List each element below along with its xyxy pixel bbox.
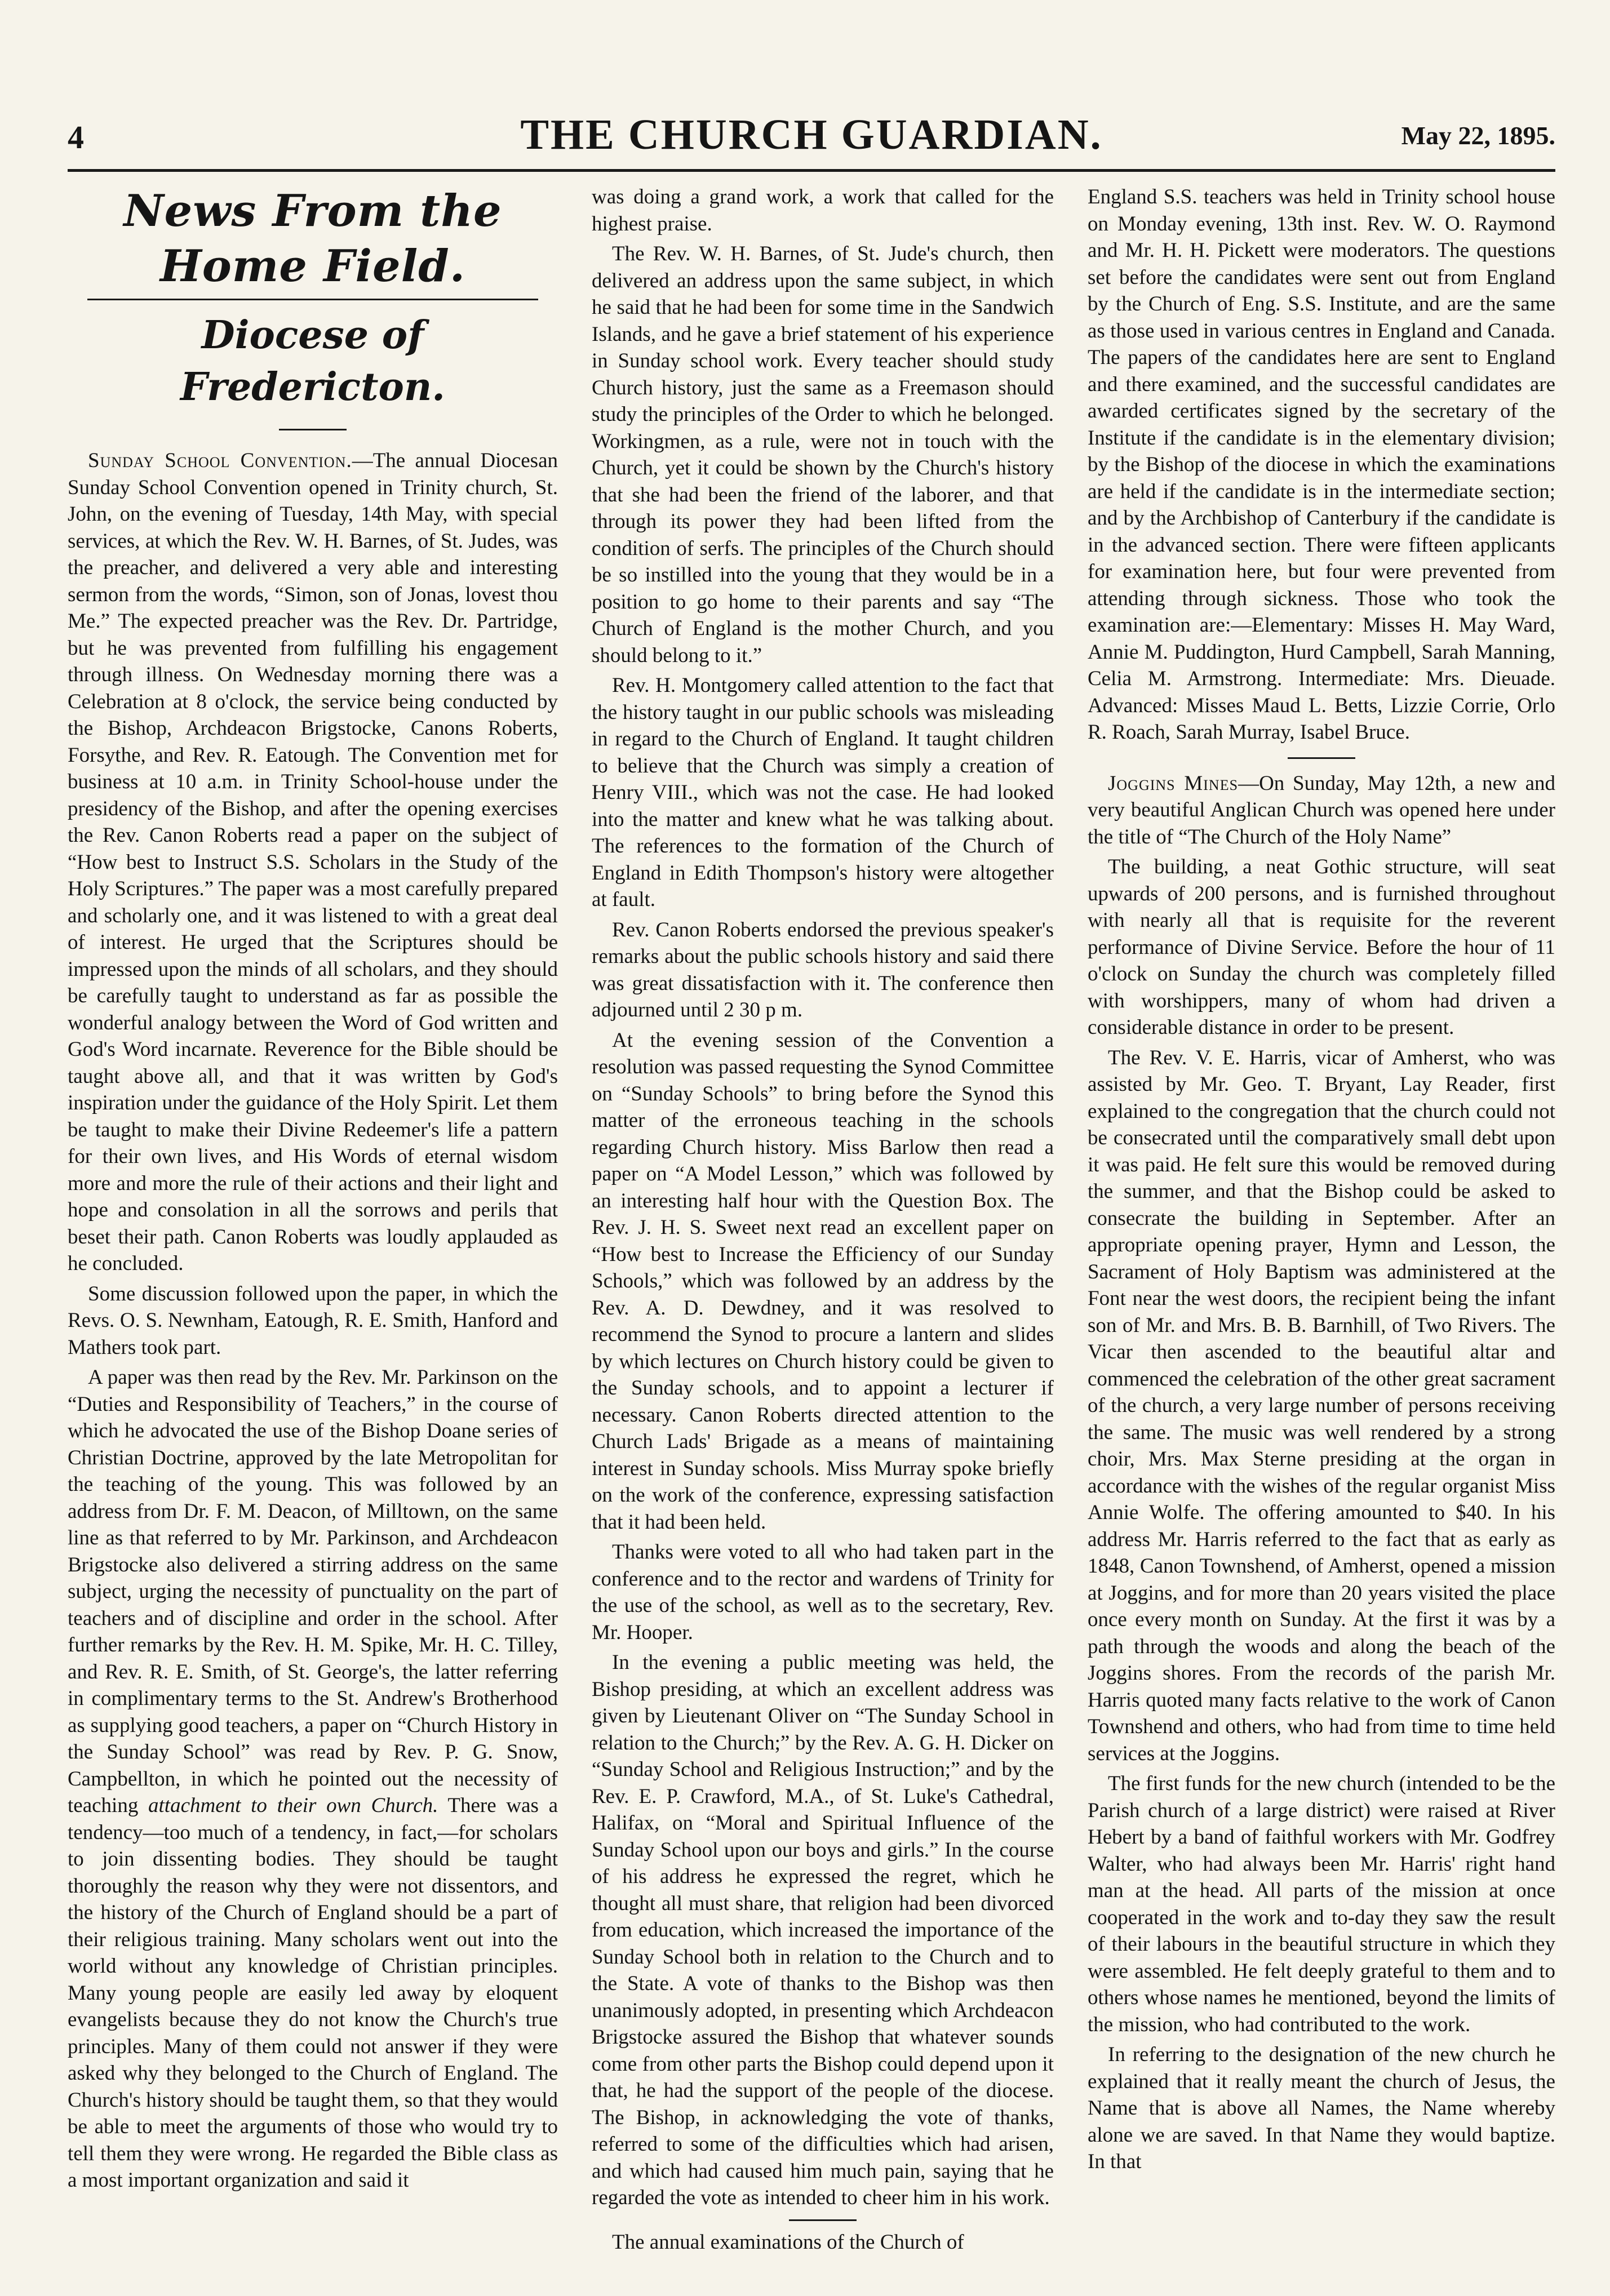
- article-heading: Joggins Mines: [1108, 771, 1239, 795]
- article-paragraph: The Rev. W. H. Barnes, of St. Jude's church, then delivered an address upon the same subject, in which he said that he had been for some time in the Sandwich Islands, and he gave a brief statement of his experience in Sunday school work. Every teacher should study Church history, just the same as a Freemason should study the principles of the Order to which he belonged. Workingmen, as a rule, were not in touch with the Church, yet it could be shown by the Church's history that she had been the friend of the laborer, and that through its power they had been lifted from the condition of serfs. The principles of the Church should be so instilled into the young that they would be in a position to go home to their parents and say “The Church of England is the mother Church, and you should belong to it.”: [592, 242, 1054, 667]
- italic-phrase: attachment to their own Church.: [148, 1794, 438, 1817]
- article-paragraph: Sunday School Convention.—The annual Diocesan Sunday School Convention opened in Trinity church, St. John, on the evening of Tuesday, 14th May, with special services, at which the Rev. W. H. Barnes, of St. Judes, was the preacher, and delivered a very able and interesting sermon from the words, “Simon, son of Jonas, lovest thou Me.” The expected preacher was the Rev. Dr. Partridge, but he was prevented from fulfilling his engagement through illness. On Wednesday morning there was a Celebration at 8 o'clock, the service being conducted by the Bishop, Archdeacon Brigstocke, Canons Roberts, Forsythe, and Rev. R. Eatough. The Convention met for business at 10 a.m. in Trinity School-house under the presidency of the Bishop, and after the opening exercises the Rev. Canon Roberts read a paper on the subject of “How best to Instruct S.S. Scholars in the Study of the Holy Scriptures.” The paper was a most carefully prepared and scholarly one, and it was listened to with a great deal of interest. He urged that the Scriptures should be impressed upon the minds of all scholars, and they should be carefully taught to understand as far as possible the wonderful analogy between the Word of God written and God's Word incarnate. Reverence for the Bible should be taught above all, and that it was written by God's inspiration under the guidance of the Holy Spirit. Let them be taught to make their Divine Redeemer's life a pattern for their own lives, and His Words of eternal wisdom more and more the rule of their actions and their light and hope and consolation in all the sorrows and perils that beset their path. Canon Roberts was loudly applauded as he concluded.: [68, 449, 558, 1275]
- diocese-title: Diocese of Fredericton.: [180, 313, 445, 410]
- column-1: [68, 184, 558, 2197]
- masthead-rule: [68, 169, 1555, 172]
- article-paragraph: In the evening a public meeting was held, the Bishop presiding, at which an excellent address was given by Lieutenant Oliver on “The Sunday School in relation to the Church;” by the Rev. A. G. H. Dicker on “Sunday School and Religious Instruction;” and by the Rev. E. P. Crawford, M.A., of St. Luke's Cathedral, Halifax, on “Moral and Spiritual Influence of the Sunday School upon our boys and girls.” In the course of his address he expressed the regret, which he thought all must share, that religion had been divorced from education, which increased the importance of the Sunday School both in relation to the Church and to the State. A vote of thanks to the Bishop was then unanimously adopted, in presenting which Archdeacon Brigstocke assured the Bishop that whatever sounds come from other parts the Bishop could depend upon it that, he had the support of the people of the diocese. The Bishop, in acknowledging the vote of thanks, referred to some of the difficulties which had arisen, and which had caused him much pain, saying that he regarded the vote as intended to cheer him in his work.: [592, 1651, 1054, 2209]
- article-paragraph: In referring to the designation of the new church he explained that it really meant the church of Jesus, the Name that is above all Names, the Name whereby alone we are saved. In that Name they would baptize. In that: [1088, 2043, 1555, 2173]
- section-rule: [87, 299, 538, 300]
- section-title: News From the Home Field.: [123, 185, 502, 292]
- issue-date: May 22, 1895.: [1401, 121, 1555, 150]
- column-2: [592, 184, 1054, 2259]
- article-paragraph: Rev. Canon Roberts endorsed the previous speaker's remarks about the public schools history and said there was great dissatisfaction with it. The conference then adjourned until 2 30 p m.: [592, 918, 1054, 1022]
- article-paragraph: The building, a neat Gothic structure, will seat upwards of 200 persons, and is furnished throughout with nearly all that is requisite for the reverent performance of Divine Service. Before the hour of 11 o'clock on Sunday the church was completely filled with worshippers, many of whom had driven a considerable distance in order to be present.: [1088, 855, 1555, 1039]
- article-paragraph: The first funds for the new church (intended to be the Parish church of a large district) were raised at River Hebert by a band of faithful workers with Mr. Godfrey Walter, who had always been Mr. Harris' right hand man at the head. All parts of the mission at once cooperated in the work and to-day they saw the result of their labours in the beautiful structure in which they were assembled. He felt deeply grateful to them and to others whose names he mentioned, beyond the limits of the mission, who had contributed to the work.: [1088, 1772, 1555, 2036]
- short-divider: [1288, 757, 1355, 759]
- article-paragraph: Some discussion followed upon the paper, in which the Revs. O. S. Newnham, Eatough, R. E. Smith, Hanford and Mathers took part.: [68, 1282, 558, 1359]
- article-paragraph: Joggins Mines—On Sunday, May 12th, a new and very beautiful Anglican Church was opened here under the title of “The Church of the Holy Name”: [1088, 771, 1555, 849]
- masthead: [68, 110, 1555, 165]
- article-paragraph: The Rev. V. E. Harris, vicar of Amherst, who was assisted by Mr. Geo. T. Bryant, Lay Reader, first explained to the congregation that the church could not be consecrated until the comparatively small debt upon it was paid. He felt sure this would be removed during the summer, and that the Bishop could be asked to consecrate the building in September. After an appropriate opening prayer, Hymn and Lesson, the Sacrament of Holy Baptism was administered at the Font near the west doors, the recipient being the infant son of Mr. and Mrs. B. B. Barnhill, of Two Rivers. The Vicar then ascended to the beautiful altar and commenced the celebration of the other great sacrament of the church, a very large number of persons receiving the same. The music was well rendered by a strong choir, Mrs. Max Sterne presiding at the organ in accordance with the wishes of the regular organist Miss Annie Wolfe. The offering amounted to $40. In his address Mr. Harris referred to the fact that as early as 1848, Canon Townshend, of Amherst, opened a mission at Joggins, and for more than 20 years visited the place once every month on Sunday. At the first it was by a path through the woods and along the beach of the Joggins shores. From the records of the parish Mr. Harris quoted many facts relative to the work of Canon Townshend and others, who had from time to time held services at the Joggins.: [1088, 1046, 1555, 1765]
- article-paragraph: At the evening session of the Convention a resolution was passed requesting the Synod Committee on “Sunday Schools” to bring before the Synod this matter of the erroneous teaching in the schools regarding Church history. Miss Barlow then read a paper on “A Model Lesson,” which was followed by an interesting half hour with the Question Box. The Rev. J. H. S. Sweet next read an excellent paper on “How best to Increase the Efficiency of our Sunday Schools,” which was followed by an address by the Rev. A. D. Dewdney, and it was resolved to recommend the Synod to procure a lantern and slides by which lectures on Church history could be given to the Sunday schools, and to appoint a lecturer if necessary. Canon Roberts directed attention to the Church Lads' Brigade as a means of maintaining interest in Sunday schools. Miss Murray spoke briefly on the work of the conference, expressing satisfaction that it had been held.: [592, 1028, 1054, 1534]
- article-paragraph: The annual examinations of the Church of: [612, 2230, 964, 2254]
- article-paragraph: England S.S. teachers was held in Trinity school house on Monday evening, 13th inst. Rev. W. O. Raymond and Mr. H. H. Pickett were moderators. The questions set before the candidates were sent out from England by the Church of Eng. S.S. Institute, and are the same as those used in various centres in England and Canada. The papers of the candidates here are sent to England and there examined, and the successful candidates are awarded certificates signed by the secretary of the Institute if the candidate is in the elementary division; by the Bishop of the diocese in which the examinations are held if the candidate is in the intermediate section; and by the Archbishop of Canterbury if the candidate is in the advanced section. There were fifteen applicants for examination here, but four were prevented from attending through sickness. Those who took the examination are:—Elementary: Misses H. May Ward, Annie M. Puddington, Hurd Campbell, Sarah Manning, Celia M. Armstrong. Intermediate: Mrs. Dieuade. Advanced: Misses Maud L. Betts, Lizzie Corrie, Orlo R. Roach, Sarah Murray, Isabel Bruce.: [1088, 185, 1555, 744]
- article-heading: Sunday School Convention.: [88, 449, 352, 472]
- short-divider: [789, 2219, 857, 2221]
- article-paragraph: Thanks were voted to all who had taken part in the conference and to the rector and wardens of Trinity for the use of the school, as well as to the secretary, Rev. Mr. Hooper.: [592, 1540, 1054, 1644]
- newspaper-title: THE CHURCH GUARDIAN.: [520, 111, 1103, 158]
- short-divider: [279, 429, 347, 430]
- column-3: [1088, 184, 1555, 2179]
- article-paragraph: was doing a grand work, a work that called for the highest praise.: [592, 185, 1054, 236]
- article-paragraph: A paper was then read by the Rev. Mr. Parkinson on the “Duties and Responsibility of Teachers,” in the course of which he advocated the use of the Bishop Doane series of Christian Doctrine, approved by the late Metropolitan for the teaching of the young. This was followed by an address from Dr. F. M. Deacon, of Milltown, on the same line as that referred to by Mr. Parkinson, and Archdeacon Brigstocke also delivered a stirring address on the same subject, urging the necessity of punctuality on the part of teachers and of discipline and order in the school. After further remarks by the Rev. H. M. Spike, Mr. H. C. Tilley, and Rev. R. E. Smith, of St. George's, the latter referring in complimentary terms to the St. Andrew's Brotherhood as supplying good teachers, a paper on “Church History in the Sunday School” was read by Rev. P. G. Snow, Campbellton, in which he pointed out the necessity of teaching attachment to their own Church. There was a tendency—too much of a tendency, in fact,—for scholars to join dissenting bodies. They should be taught thoroughly the reason why they were not dissentors, and the history of the Church of England should be a part of their religious training. Many scholars went out into the world without any knowledge of Christian principles. Many young people are easily led away by eloquent evangelists because they do not know the Church's true principles. Many of them could not answer if they were asked why they belonged to the Church of England. The Church's history should be taught them, so that they would be able to meet the arguments of those who would try to tell them they were wrong. He regarded the Bible class as a most important organization and said it: [68, 1366, 558, 2192]
- page-number: 4: [68, 119, 84, 156]
- article-paragraph: Rev. H. Montgomery called attention to the fact that the history taught in our public schools was misleading in regard to the Church of England. It taught children to believe that the Church was simply a creation of Henry VIII., which was not the case. He had looked into the matter and knew what he was talking about. The references to the formation of the Church of England in Edith Thompson's history were altogether at fault.: [592, 674, 1054, 911]
